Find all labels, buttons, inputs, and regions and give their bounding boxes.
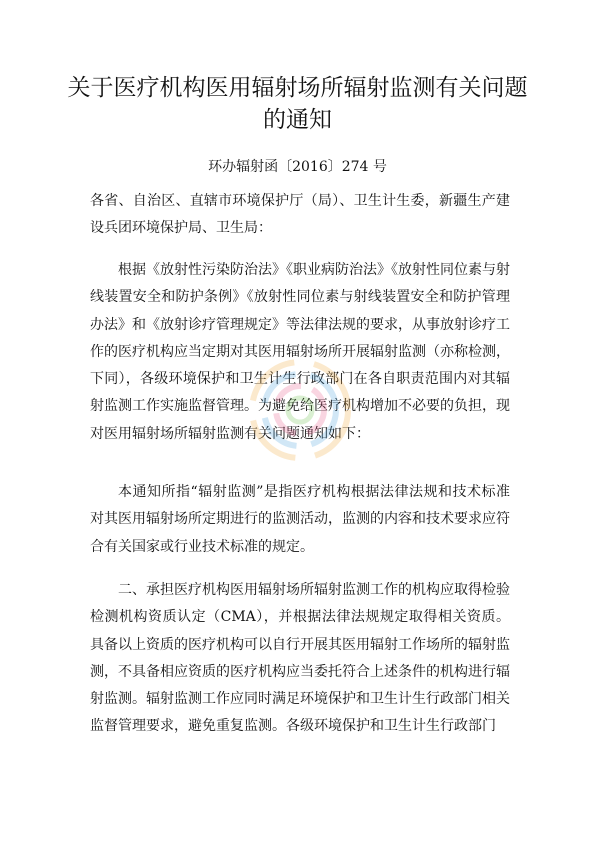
paragraph-1: 根据《放射性污染防治法》《职业病防治法》《放射性同位素与射线装置安全和防护条例》《放射性同位素与射线装置安全和防护管理办法》和《放射诊疗管理规定》等法律法规的要求，从事放射诊疗工作的医疗机构应当定期对其医用辐射场所开展辐射监测（亦称检测，下同），各级环境保护和卫生计生行政部门在各自职责范围内对其辐射监测工作实施监督管理。为避免给医疗机构增加不必要的负担，现对医用辐射场所辐射监测有关问题通知如下： <box>90 262 510 442</box>
paragraph-2: 本通知所指“辐射监测”是指医疗机构根据法律法规和技术标准对其医用辐射场所定期进行的监测活动，监测的内容和技术要求应符合有关国家或行业技术标准的规定。 <box>90 484 510 555</box>
addressee: 各省、自治区、直辖市环境保护厅（局）、卫生计生委，新疆生产建设兵团环境保护局、卫生局： <box>90 193 510 237</box>
document-number: 环办辐射函〔2016〕274 号 <box>208 159 387 175</box>
document-title: 关于医疗机构医用辐射场所辐射监测有关问题的通知 <box>67 75 528 133</box>
paragraph-3: 二、承担医疗机构医用辐射场所辐射监测工作的机构应取得检验检测机构资质认定（CMA），并根据法律法规规定取得相关资质。具备以上资质的医疗机构可以自行开展其医用辐射工作场所的辐射监测，不具备相应资质的医疗机构应当委托符合上述条件的机构进行辐射监测。辐射监测工作应同时满足环境保护和卫生计生行政部门相关监督管理要求，避免重复监测。各级环境保护和卫生计生行政部门 <box>90 582 510 735</box>
